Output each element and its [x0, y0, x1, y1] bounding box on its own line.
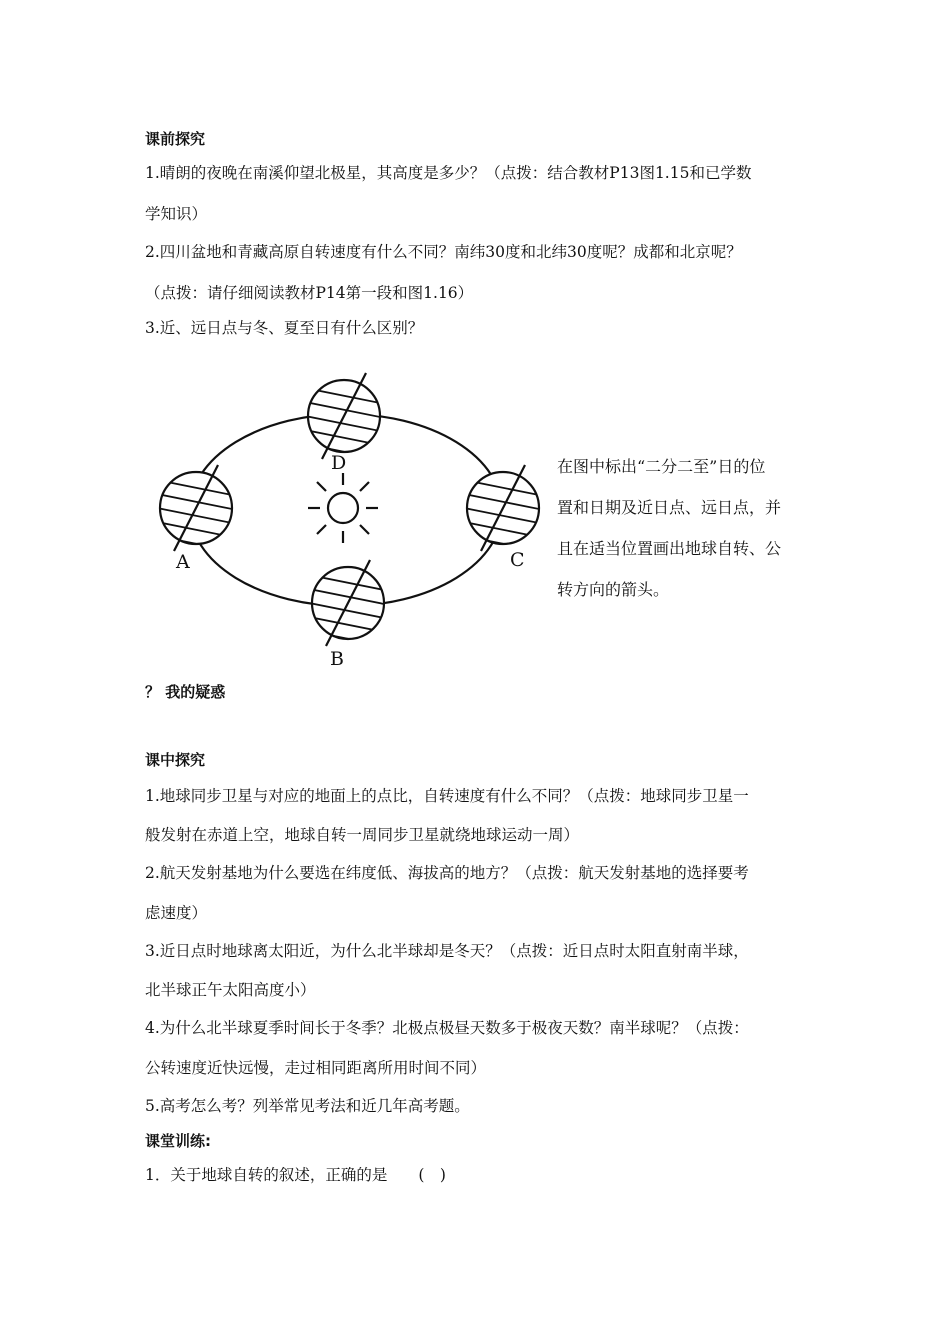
mid-question-4-line-1: 4.为什么北半球夏季时间长于冬季？北极点极昼天数多于极夜天数？南半球呢？（点拨： [145, 1019, 749, 1037]
mid-question-1-line-2: 般发射在赤道上空，地球自转一周同步卫星就绕地球运动一周） [145, 826, 580, 844]
label-d: D [331, 452, 347, 474]
earth-a-icon [152, 465, 242, 553]
mid-question-3-line-1: 3.近日点时地球离太阳近，为什么北半球却是冬天？（点拨：近日点时太阳直射南半球， [145, 942, 749, 960]
mid-section-title: 课中探究 [145, 751, 206, 769]
pre-section-title: 课前探究 [145, 130, 206, 148]
figure-instruction [557, 446, 815, 610]
pre-question-3: 3.近、远日点与冬、夏至日有什么区别？ [145, 319, 424, 337]
sun-icon [308, 473, 378, 543]
mid-question-1-line-1: 1.地球同步卫星与对应的地面上的点比，自转速度有什么不同？（点拨：地球同步卫星一 [145, 787, 749, 805]
mid-question-4-line-2: 公转速度近快远慢，走过相同距离所用时间不同） [145, 1059, 487, 1077]
mid-question-5: 5.高考怎么考？列举常见考法和近几年高考题。 [145, 1097, 470, 1115]
mid-question-2-line-1: 2.航天发射基地为什么要选在纬度低、海拔高的地方？（点拨：航天发射基地的选择要考 [145, 864, 749, 882]
figure-instruction-line-2: 置和日期及近日点、远日点，并 [557, 498, 782, 517]
practice-title: 课堂训练: [145, 1132, 211, 1150]
pre-question-1-line-1: 1.晴朗的夜晚在南溪仰望北极星，其高度是多少？（点拨：结合教材P13图1.15和已学数 [145, 164, 752, 182]
earth-orbit-diagram [140, 360, 550, 670]
pre-question-1-line-2: 学知识） [145, 205, 208, 223]
mid-question-2-line-2: 虑速度） [145, 904, 208, 922]
earth-c-icon [459, 465, 549, 553]
label-a: A [176, 551, 190, 573]
doubt-title: ？ 我的疑惑 [145, 683, 226, 701]
label-b: B [330, 648, 344, 670]
pre-question-2-line-2: （点拨：请仔细阅读教材P14第一段和图1.16） [145, 284, 474, 302]
earth-b-icon [304, 560, 394, 648]
earth-d-icon [300, 373, 390, 461]
mid-question-3-line-2: 北半球正午太阳高度小） [145, 981, 316, 999]
pre-question-2-line-1: 2.四川盆地和青藏高原自转速度有什么不同？南纬30度和北纬30度呢？成都和北京呢？ [145, 243, 742, 261]
practice-question-1: 1．关于地球自转的叙述，正确的是 ( ) [145, 1166, 446, 1184]
figure-instruction-line-1: 在图中标出“二分二至”日的位 [557, 457, 766, 476]
figure-instruction-line-3: 且在适当位置画出地球自转、公 [557, 539, 782, 558]
figure-instruction-line-4: 转方向的箭头。 [557, 580, 670, 599]
label-c: C [510, 549, 525, 571]
